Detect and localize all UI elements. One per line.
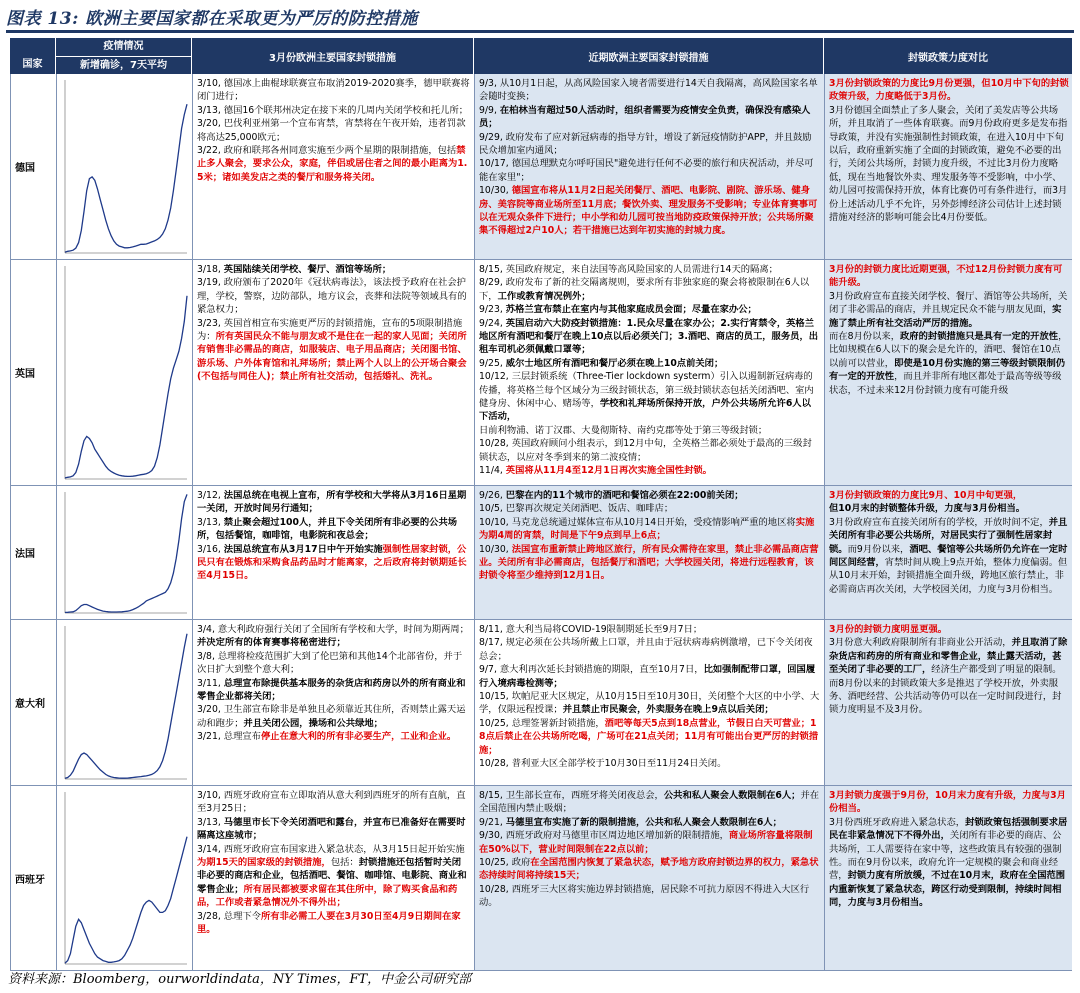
plain-text: 9/30, 西班牙政府对马德里市区周边地区增加新的限制措施，	[479, 830, 729, 842]
plain-text: 3/10, 西班牙政府宣布立即取消从意大利到西班牙的所有直航，直至3月25日；	[197, 790, 466, 815]
text-entry	[479, 543, 820, 583]
bold-text: 但10月末的封锁整体升级，力度与3月份相当。	[829, 503, 1026, 515]
plain-text: 10/30,	[479, 185, 512, 197]
march-measures-cell	[193, 260, 475, 485]
bold-text: 法国总统宣布从3月17日中午开始实施	[223, 543, 383, 555]
table-row	[10, 260, 1072, 486]
bold-text: 马德里宣布实施了新的限制措施，公共和私人聚会人数限制在6人；	[505, 816, 782, 828]
text-entry	[479, 623, 820, 636]
plain-text: 3/22, 政府和联邦各州同意实施至少两个星期的限制措施，包括	[197, 145, 457, 157]
bold-text: 酒吧、餐馆等公共场所仍允许在一定时间区间经营，	[829, 543, 1068, 569]
bold-text: 工作或教育情况例外；	[497, 290, 591, 302]
highlight-text: 为期15天的国家级的封锁措施，	[197, 857, 331, 869]
header-chart	[56, 38, 192, 74]
highlight-text: 3月封锁力度强于9月份，10月末力度有升级，力度与3月份相当。	[829, 790, 1066, 815]
plain-text: 3月份政府宣布直接关闭学校、餐厅、酒馆等公共场所，关闭了非必需品的商店，并且规定民众不能与朋友见面，	[829, 290, 1068, 316]
highlight-text: 商业场所容量将限制在50%以下，营业时间限制在22点以前；	[479, 830, 813, 855]
bold-text: 法国总统在电视上宣布，所有学校和大学将从3月16日星期一关闭，开放时间另行通知；	[197, 490, 467, 515]
plain-text: 11/4,	[479, 465, 506, 477]
plain-text: 而9月份以来，	[847, 543, 910, 555]
bold-text: 巴黎在内的11个城市的酒吧和餐馆必须在22:00前关闭；	[505, 490, 744, 501]
case-curve-svg	[57, 74, 191, 259]
highlight-text: 停止在意大利的所有非必要生产，工业和企业。	[260, 731, 457, 743]
case-curve-chart	[57, 74, 193, 259]
new-cases-line	[65, 104, 187, 252]
text-entry	[829, 104, 1069, 225]
case-curve-chart	[57, 786, 193, 970]
text-entry	[479, 357, 820, 370]
policy-compare-cell	[825, 74, 1072, 259]
text-entry	[197, 117, 470, 144]
measures-table	[10, 38, 1072, 936]
plain-text: 3/12,	[197, 490, 224, 501]
bold-text: 政府的封锁措施只是具有一定的开放性	[900, 331, 1059, 343]
highlight-text: 3月份封锁政策的力度比9月份更强，但10月中下旬的封锁政策升级，力度略低于3月份。	[829, 78, 1069, 103]
text-entry	[479, 77, 820, 104]
source-note: 资料来源：Bloomberg，ourworldindata，NY Times，FT，中金公司研究部	[8, 972, 472, 987]
case-curve-chart	[57, 260, 193, 485]
text-entry	[197, 910, 470, 937]
plain-text: 3/19, 政府颁布了2020年《冠状病毒法》，该法授予政府在社会护理，学校，警察，边防部队，地方议会，丧葬和法院等领域具有的紧急权力；	[197, 277, 467, 316]
table-header	[10, 38, 1072, 74]
bold-text: 即使是10月份实施的第三等级封锁限制仍有一定的开放性	[829, 357, 1066, 383]
plain-text: 并在全国范围内禁止吸烟；	[479, 790, 820, 815]
text-entry	[197, 489, 470, 516]
plain-text: 8/11, 意大利当局将COVID-19限制期延长至9月7日；	[479, 624, 703, 635]
text-entry	[829, 623, 1069, 636]
text-entry	[479, 502, 820, 515]
new-cases-line	[65, 494, 187, 612]
bold-text: 并且关闭所有非必要公共场所，对居民实行了强制性居家封锁。	[829, 516, 1068, 555]
plain-text: 8/17, 规定必须在公共场所戴上口罩，并且由于冠状病毒病例激增，已下令关闭夜总会；	[479, 637, 813, 662]
bold-text: 在柏林当有超过50人活动时，组织者需要为疫情安全负责，确保没有感染人员；	[479, 104, 811, 130]
text-entry	[479, 263, 820, 276]
bold-text: 封锁措施还包括暂时关闭非必要的商店和企业，包括酒吧、餐馆、咖啡馆、电影院、商业和零售企业；	[197, 857, 467, 895]
country-name: 德国	[11, 74, 57, 259]
country-name: 法国	[11, 486, 57, 619]
plain-text: 10/25, 政府	[479, 857, 531, 869]
text-entry	[479, 370, 820, 424]
text-entry	[479, 816, 820, 829]
header-compare: 封锁政策力度对比	[908, 52, 988, 64]
text-entry	[197, 623, 470, 650]
bold-text: 英国陆续关闭学校、餐厅、酒馆等场所；	[223, 264, 392, 275]
highlight-text: 德国宣布将从11月2日起关闭餐厅、酒吧、电影院、剧院、游乐场、健身房、美容院等商业场所至11月底；餐饮外卖、理发服务不受影响；专业体育赛事可以在无观众条件下进行；中小学和幼儿园可按当地防疫政策保持开放；公共场所聚集不得超过2户10人；若干措施已达到年初实施的封城力度。	[479, 185, 818, 237]
recent-measures-cell	[475, 620, 825, 785]
plain-text: 9/24,	[479, 317, 506, 329]
text-entry	[197, 104, 470, 117]
highlight-text: 法国宣布重新禁止跨地区旅行，所有民众需待在家里，禁止非必需品商店营业。关闭所有非必需商店，包括餐厅和酒吧；大学校园关闭，将进行远程教育，该封锁令将至少维持到12月1日。	[479, 543, 819, 582]
text-entry	[479, 663, 820, 690]
text-entry	[479, 829, 820, 856]
policy-compare-cell	[825, 786, 1072, 970]
text-entry	[479, 424, 820, 437]
table-row	[10, 486, 1072, 620]
highlight-text: 所有非必需工人要在3月30日至4月9日期间在家里。	[197, 910, 461, 936]
plain-text: 而在8月份以来，	[829, 331, 900, 343]
bold-text: 公共和私人聚会人数限制在6人；	[663, 790, 801, 801]
march-measures-cell	[193, 486, 475, 619]
plain-text: 3/8, 总理将检疫范围扩大到了伦巴第和其他14个北部省份，并于次日扩大到整个意大利；	[197, 650, 463, 676]
table-row	[10, 620, 1072, 786]
plain-text: 3月份政府宣布直接关闭所有的学校，开放时间不定，	[829, 516, 1049, 528]
plain-text: ，比如规模在6人以下的聚会是允许的，酒吧、餐馆在10点以前可以营业，	[829, 331, 1068, 369]
text-entry	[479, 131, 820, 158]
plain-text: 3/20, 卫生部宣布除非是单独且必须靠近其住所，否则禁止露天运动和跑步；	[197, 704, 466, 729]
bold-text: 苏格兰宣布禁止在室内与其他家庭成员会面；尽量在家办公；	[505, 304, 757, 316]
bold-text: 威尔士地区所有酒吧和餐厅必须在晚上10点前关闭；	[505, 357, 724, 369]
text-entry	[197, 317, 470, 384]
bold-text: 总理宣布除提供基本服务的杂货店和药房以外的所有商业和零售企业都将关闭；	[197, 677, 466, 703]
bold-text: 比如强制配带口罩，回国履行入境病毒检测等；	[479, 664, 816, 689]
bold-text: 实施了禁止所有社交活动严厉的措施。	[829, 304, 1062, 329]
bold-text: 封锁政策包括强制要求居民在非紧急情况下不得外出，	[829, 816, 1068, 842]
plain-text: 9/3, 从10月1日起，从高风险国家入境者需要进行14天自我隔离，高风险国家名单会随时变换；	[479, 78, 818, 103]
country-name: 英国	[11, 260, 57, 485]
plain-text: 9/25,	[479, 357, 506, 369]
plain-text: 10/28, 西班牙三大区将实施边界封锁措施，居民除不可抗力原因不得进入大区行动。	[479, 883, 810, 909]
text-entry	[479, 276, 820, 303]
text-entry	[197, 263, 470, 276]
country-name: 西班牙	[11, 786, 57, 970]
march-measures-cell	[193, 74, 475, 259]
plain-text: 3/11,	[197, 677, 224, 689]
text-entry	[197, 543, 470, 583]
highlight-text: 禁止多人聚会，要求公众，家庭，伴侣或居住者之间的最小距离为1.5米；诸如美发店之类的餐厅和服务将关闭。	[197, 145, 468, 183]
bold-text: 英国启动六大防疫封锁措施：1.民众尽量在家办公；2.实行宵禁令，英格兰地区所有酒吧和餐厅在晚上10点以后必须关门；3.酒吧、商店的员工，服务员，出租车司机必须佩戴口罩等；	[479, 317, 819, 356]
text-entry	[197, 650, 470, 677]
text-entry	[829, 516, 1069, 596]
bold-text: 禁止聚会超过100人，并且下令关闭所有非必要的公共场所，包括餐馆，咖啡馆，电影院和夜总会；	[197, 516, 458, 542]
plain-text: 3/13,	[197, 816, 224, 828]
plain-text: 10/25, 总理签署新封锁措施，	[479, 717, 605, 729]
text-entry	[479, 856, 820, 883]
plain-text: 包括：	[330, 857, 359, 869]
text-entry	[829, 502, 1069, 515]
text-entry	[197, 843, 470, 910]
plain-text: 8/15, 卫生部长宣布，西班牙将关闭夜总会，	[479, 790, 664, 801]
text-entry	[479, 317, 820, 357]
plain-text: 9/23,	[479, 304, 506, 316]
text-entry	[479, 690, 820, 717]
text-entry	[197, 144, 470, 184]
plain-text: 10/10, 马克龙总统通过媒体宣布从10月14日开始，受疫情影响严重的地区将	[479, 516, 796, 528]
plain-text: ，而且并非所有地区都处于最高等级等级状态，不过未来12月份封锁力度有可能升级	[829, 371, 1062, 396]
plain-text: 关闭所有非必要的商店、公共场所，工人需要待在家中等，这些政策具有较强的强制性。而在9月份以来，政府允许一定规模的聚会和商业经营，	[829, 830, 1062, 882]
table-row	[10, 786, 1072, 971]
plain-text: 8/15, 英国政府规定，来自法国等高风险国家的人员需进行14天的隔离；	[479, 264, 778, 275]
highlight-text: 酒吧等每天5点到18点营业，节假日白天可营业；18点后禁止在公共场所吃喝，广场可在21点关闭；11月有可能出台更严厉的封锁措施；	[479, 717, 819, 756]
plain-text: 3/10, 德国冰上曲棍球联赛宣布取消2019-2020赛季，德甲联赛将闭门进行；	[197, 78, 470, 103]
text-entry	[197, 730, 470, 743]
plain-text: 3/23, 英国首相宣布实施更严厉的封锁措施，宣布的5项限制措施为：	[197, 317, 463, 343]
highlight-text: 在全国范围内恢复了紧急状态，赋予地方政府封锁边界的权力，紧急状态持续时间将持续15天；	[479, 857, 819, 882]
highlight-text: 所有英国民众不能与朋友或不是住在一起的家人见面；关闭所有销售非必需品的商店，如服装店、电子用品商店；关闭图书馆、游乐场、户外体育馆和礼拜场所；禁止两个人以上的公开场合聚会(不包括与同住人)；禁止所有社交活动，包括婚礼、洗礼。	[197, 331, 467, 383]
highlight-text: 英国将从11月4至12月1日再次实施全国性封锁。	[505, 465, 712, 477]
case-curve-chart	[57, 486, 193, 619]
text-entry	[479, 464, 820, 477]
country-name: 意大利	[11, 620, 57, 785]
text-entry	[197, 276, 470, 316]
new-cases-line	[65, 634, 187, 779]
plain-text: 3/28, 总理下令	[197, 910, 261, 922]
text-entry	[197, 789, 470, 816]
plain-text: 10/12, 三层封锁系统（Three-Tier lockdown systerm）引入以遏制新冠病毒的传播，将英格兰每个区域分为三级封锁状态，第三级封锁状态包括关闭酒吧、室内健身房、休闲中心、赌场等，	[479, 371, 814, 410]
text-entry	[829, 77, 1069, 104]
highlight-text: 强制性居家封锁，公民只有在锻炼和采购食品药品时才能离家，之后政府将封锁期延长至4月15日。	[197, 543, 467, 582]
text-entry	[479, 636, 820, 663]
highlight-text: 3月份的封锁力度明显更强。	[829, 624, 948, 635]
case-curve-svg	[57, 260, 191, 485]
policy-compare-cell	[825, 486, 1072, 619]
bold-text: 并且禁止市民聚会，外卖服务在晚上9点以后关闭；	[562, 704, 774, 716]
text-entry	[479, 437, 820, 464]
text-entry	[829, 330, 1069, 397]
bold-text: 学校和礼拜场所保持开放，户外公共场所允许6人以下活动，	[479, 398, 811, 423]
text-entry	[479, 757, 820, 770]
plain-text: 9/29, 政府发布了应对新冠病毒的指导方针，增设了新冠疫情防护APP，并且鼓励民众增加室内通风；	[479, 131, 812, 157]
march-measures-cell	[193, 620, 475, 785]
plain-text: 3/4, 意大利政府强行关闭了全国所有学校和大学，时间为期两周；	[197, 624, 469, 635]
plain-text: 3/14, 西班牙政府宣布国家进入紧急状态，从3月15日起开始实施	[197, 843, 465, 855]
plain-text: 3/18,	[197, 264, 224, 275]
plain-text: 9/26,	[479, 490, 506, 501]
policy-compare-cell	[825, 260, 1072, 485]
text-entry	[479, 516, 820, 543]
text-entry	[829, 263, 1069, 290]
plain-text: 3月份西班牙政府进入紧急状态，	[829, 816, 966, 828]
text-entry	[829, 636, 1069, 716]
figure-title: 图表 13: 欧洲主要国家都在采取更为严厉的防控措施	[6, 4, 1074, 33]
plain-text: 9/21,	[479, 816, 506, 828]
text-entry	[197, 816, 470, 843]
bold-text: 并且取消了除杂货店和药房的所有商业和零售企业，禁止露天活动，甚至关闭了非必要的工厂，	[829, 637, 1068, 676]
text-entry	[829, 489, 1069, 502]
plain-text: 3/13, 德国16个联邦州决定在接下来的几周内关闭学校和托儿所；	[197, 104, 469, 116]
header-chart-top: 疫情情况	[56, 38, 191, 57]
plain-text: 10/5, 巴黎再次规定关闭酒吧、饭店、咖啡店；	[479, 503, 674, 515]
plain-text: 3/16,	[197, 543, 224, 555]
text-entry	[829, 816, 1069, 910]
text-entry	[479, 104, 820, 131]
header-chart-bottom: 新增确诊，7天平均	[80, 59, 167, 71]
text-entry	[479, 303, 820, 316]
header-march-measures: 3月份欧洲主要国家封锁措施	[192, 38, 474, 74]
case-curve-svg	[57, 486, 191, 619]
text-entry	[197, 677, 470, 704]
plain-text: 9/9,	[479, 104, 500, 116]
text-entry	[829, 290, 1069, 330]
new-cases-line	[65, 296, 187, 478]
highlight-text: 实施为期4周的宵禁，时间是下午9点到早上6点；	[479, 516, 815, 542]
new-cases-line	[65, 837, 187, 963]
case-curve-svg	[57, 786, 191, 970]
highlight-text: 所有居民都被要求留在其住所中，除了购买食品和药品，工作或者紧急情况外不得外出；	[197, 883, 458, 909]
policy-compare-cell	[825, 620, 1072, 785]
highlight-text: 3月份封锁政策的力度比9月、10月中旬更强，	[829, 490, 1023, 501]
plain-text: 3/20, 巴伐利亚州第一个宣布宵禁，宵禁将在午夜开始，违者罚款将高达25,000欧元；	[197, 118, 466, 143]
bold-text: 并且关闭公园，操场和公共绿地；	[243, 717, 383, 729]
plain-text: 10/28, 普利亚大区全部学校于10月30日至11月24日关闭。	[479, 758, 727, 770]
bold-text: 马德里市长下令关闭酒吧和露台，并宣布已准备好在需要时隔离这座城市；	[197, 816, 466, 842]
text-entry	[479, 184, 820, 238]
plain-text: 9/7, 意大利再次延长封锁措施的期限，直至10月7日，	[479, 664, 704, 676]
plain-text: 10/28, 英国政府顾问小组表示，到12月中旬，全英格兰都必须处于最高的三级封锁状态，以应对冬季到来的第二波疫情；	[479, 438, 812, 463]
recent-measures-cell	[475, 74, 825, 259]
recent-measures-cell	[475, 786, 825, 970]
plain-text: 3月份德国全面禁止了多人聚会，关闭了美发店等公共场所，并且取消了一些体育联赛。而9月份政府更多是发布指导政策，并没有实施强制性封锁政策，在进入10月中下旬以后，政府重新实施了全面的封锁政策，避免不必要的出行，关闭公共场所，封锁力度升级，不过比3月份力度略低，现在当地餐饮外卖、理发服务等不受影响，中小学、幼儿园可按需保持开放，体育比赛仍可有条件进行，而3月份上述活动几乎不允许，另外彭博经济公司估计上述封锁措施对经济的影响可能会比4月份要低。	[829, 104, 1068, 224]
text-entry	[479, 883, 820, 910]
header-country: 国家	[10, 38, 56, 74]
text-entry	[479, 789, 820, 816]
case-curve-svg	[57, 620, 191, 785]
plain-text: 宵禁时间从晚上9点开始，整体力度偏弱。但从10月末开始，封锁措施全面升级，跨地区旅行禁止，非必需商店再次关闭，大学校园关闭，力度与3月份相当。	[829, 557, 1068, 595]
plain-text: 日前利物浦、诺丁汉郡、大曼彻斯特、南约克郡等处于第三等级封锁；	[479, 424, 768, 436]
text-entry	[197, 703, 470, 730]
plain-text: 经济生产都受到了明显的限制。而8月份以来的封锁政策大多是推迟了学校开放，外卖服务、酒吧经营、公共活动等仍可以在一定时间段进行，封锁力度明显不及3月份。	[829, 664, 1062, 716]
plain-text: 8/29, 政府发布了新的社交隔离规则，要求所有非独家庭的聚会将被限制在6人以下，	[479, 277, 810, 302]
header-recent-measures: 近期欧洲主要国家封锁措施	[474, 38, 824, 74]
text-entry	[479, 157, 820, 184]
plain-text: 3/13,	[197, 516, 224, 528]
bold-text: 并决定所有的体育赛事将秘密进行；	[197, 637, 346, 649]
recent-measures-cell	[475, 486, 825, 619]
text-entry	[197, 516, 470, 543]
plain-text: 3/21, 总理宣布	[197, 731, 261, 743]
text-entry	[197, 77, 470, 104]
text-entry	[479, 489, 820, 502]
plain-text: 10/30,	[479, 543, 512, 555]
march-measures-cell	[193, 786, 475, 970]
plain-text: 3月份意大利政府限制所有非商业公开活动，	[829, 637, 1012, 649]
case-curve-chart	[57, 620, 193, 785]
text-entry	[479, 717, 820, 757]
plain-text: 10/15, 坎帕尼亚大区规定，从10月15日至10月30日，关闭整个大区的中小学、大学，仅限远程授课；	[479, 691, 820, 716]
table-row	[10, 74, 1072, 260]
plain-text: 10/17, 德国总理默克尔呼吁国民"避免进行任何不必要的旅行和庆祝活动，并尽可能在家里"；	[479, 158, 814, 183]
bold-text: 封锁力度有所放缓，不过在10月末，政府在全国范围内重新恢复了紧急状态，跨区行动受到限制，持续时间相同，力度与3月份相当。	[829, 870, 1066, 909]
recent-measures-cell	[475, 260, 825, 485]
text-entry	[829, 789, 1069, 816]
highlight-text: 3月份的封锁力度比近期更强，不过12月份封锁力度有可能升级。	[829, 264, 1063, 289]
